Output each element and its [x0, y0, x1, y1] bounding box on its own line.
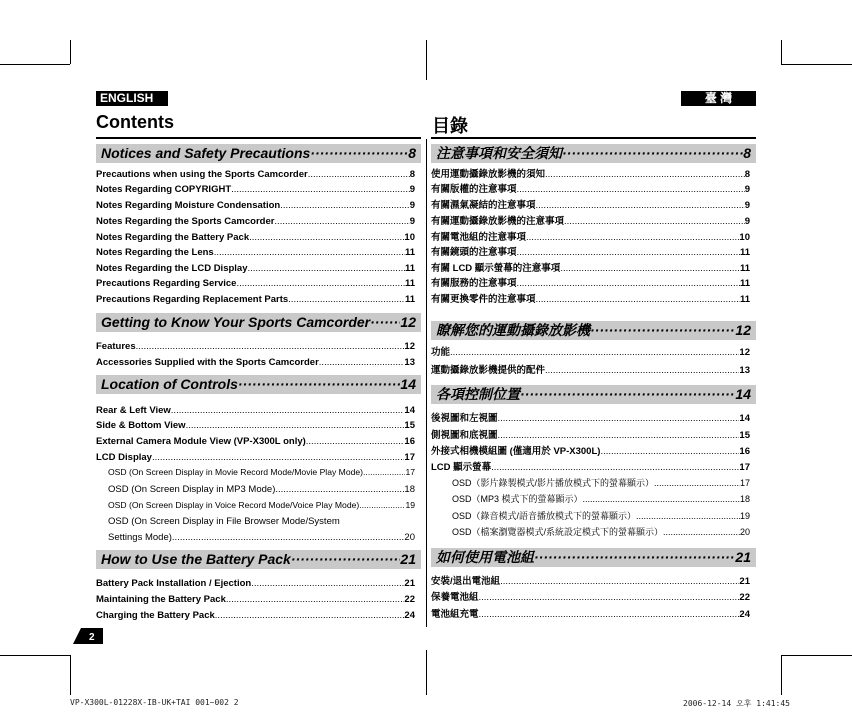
toc-entry[interactable]: Notes Regarding the LCD Display ..... 11 — [96, 262, 415, 275]
crop-mark — [781, 40, 782, 64]
toc-section-header[interactable]: 瞭解您的運動攝錄放影機 ····· 12 — [431, 321, 756, 340]
crop-mark — [0, 655, 70, 656]
chinese-heading: 目錄 — [432, 116, 468, 136]
crop-mark — [781, 655, 852, 656]
toc-entry[interactable]: Notes Regarding the Sports Camcorder ..... 9 — [96, 215, 415, 228]
toc-entry[interactable]: Notes Regarding Moisture Condensation ..... 9 — [96, 199, 415, 212]
toc-section-header[interactable]: Location of Controls ····· 14 — [96, 375, 421, 394]
toc-entry[interactable]: Battery Pack Installation / Ejection ..... 21 — [96, 577, 415, 590]
toc-entry[interactable]: Side & Bottom View ..... 15 — [96, 419, 415, 432]
toc-subentry[interactable]: OSD（影片錄製模式/影片播放模式下的螢幕顯示） ..... 17 — [452, 477, 750, 490]
toc-entry[interactable]: Rear & Left View ..... 14 — [96, 404, 415, 417]
toc-entry[interactable]: Maintaining the Battery Pack ..... 22 — [96, 593, 415, 606]
toc-entry[interactable]: 有關濕氣凝結的注意事項 ..... 9 — [431, 199, 750, 212]
toc-entry[interactable]: Notes Regarding the Battery Pack ..... 10 — [96, 231, 415, 244]
english-heading: Contents — [96, 112, 174, 132]
toc-section-header[interactable]: Getting to Know Your Sports Camcorder ····· 12 — [96, 313, 421, 332]
column-divider — [426, 139, 427, 627]
toc-subentry[interactable]: OSD (On Screen Display in Movie Record Mode/Movie Play Mode) ..... 17 — [108, 466, 415, 479]
toc-section-header[interactable]: Notices and Safety Precautions ····· 8 — [96, 144, 421, 163]
toc-entry[interactable]: 使用運動攝錄放影機的須知 ..... 8 — [431, 168, 750, 181]
toc-entry[interactable]: 有關運動攝錄放影機的注意事項 ..... 9 — [431, 215, 750, 228]
toc-subentry[interactable]: OSD（錄音模式/語音播放模式下的螢幕顯示） ..... 19 — [452, 510, 750, 523]
toc-subentry[interactable]: OSD (On Screen Display in File Browser Mode/System — [108, 516, 340, 527]
toc-entry[interactable]: 運動攝錄放影機提供的配件 ..... 13 — [431, 364, 750, 377]
toc-entry[interactable]: 有關電池組的注意事項 ..... 10 — [431, 231, 750, 244]
toc-entry[interactable]: 有關 LCD 顯示螢幕的注意事項 ..... 11 — [431, 262, 750, 275]
toc-subentry[interactable]: Settings Mode) ..... 20 — [108, 531, 415, 544]
toc-subentry[interactable]: OSD（檔案瀏覽器模式/系統設定模式下的螢幕顯示） ..... 20 — [452, 526, 750, 539]
crop-mark — [70, 40, 71, 64]
toc-entry[interactable]: 側視圖和底視圖 ..... 15 — [431, 429, 750, 442]
toc-subentry[interactable]: OSD (On Screen Display in Voice Record Mode/Voice Play Mode) ..... 19 — [108, 499, 415, 512]
toc-entry[interactable]: LCD Display ..... 17 — [96, 451, 415, 464]
crop-mark — [70, 655, 71, 695]
toc-section-header[interactable]: 如何使用電池組 ····· 21 — [431, 548, 756, 567]
toc-entry[interactable]: 安裝/退出電池組 ..... 21 — [431, 575, 750, 588]
toc-entry[interactable]: Precautions when using the Sports Camcorder ..... 8 — [96, 168, 415, 181]
toc-section-header[interactable]: 各項控制位置 ····· 14 — [431, 385, 756, 404]
toc-entry[interactable]: Notes Regarding the Lens ..... 11 — [96, 246, 415, 259]
toc-entry[interactable]: 保養電池組 ..... 22 — [431, 591, 750, 604]
toc-section-header[interactable]: 注意事項和安全須知 ····· 8 — [431, 144, 756, 163]
toc-entry[interactable]: Features ..... 12 — [96, 340, 415, 353]
toc-entry[interactable]: External Camera Module View (VP-X300L only) ..... 16 — [96, 435, 415, 448]
crop-mark — [426, 40, 427, 80]
toc-entry[interactable]: Precautions Regarding Replacement Parts ..... 11 — [96, 293, 415, 306]
toc-entry[interactable]: 有關服務的注意事項 ..... 11 — [431, 277, 750, 290]
english-heading-rule — [96, 137, 421, 139]
toc-entry[interactable]: 有關鏡頭的注意事項 ..... 11 — [431, 246, 750, 259]
toc-entry[interactable]: 後視圖和左視圖 ..... 14 — [431, 412, 750, 425]
toc-entry[interactable]: Precautions Regarding Service ..... 11 — [96, 277, 415, 290]
toc-entry[interactable]: 有關版權的注意事項 ..... 9 — [431, 183, 750, 196]
english-label: ENGLISH — [96, 91, 168, 106]
taiwan-label: 臺 灣 — [681, 91, 756, 106]
page-number: 2 — [89, 632, 95, 643]
toc-entry[interactable]: Notes Regarding COPYRIGHT ..... 9 — [96, 183, 415, 196]
toc-entry[interactable]: 有關更換零件的注意事項 ..... 11 — [431, 293, 750, 306]
toc-subentry[interactable]: OSD（MP3 模式下的螢幕顯示） ..... 18 — [452, 493, 750, 506]
crop-mark — [426, 650, 427, 695]
print-slug-left: VP-X300L-01228X-IB-UK+TAI 001~002 2 — [70, 698, 239, 707]
toc-entry[interactable]: LCD 顯示螢幕 ..... 17 — [431, 461, 750, 474]
crop-mark — [0, 64, 70, 65]
toc-entry[interactable]: 外接式相機模組圖 (僅適用於 VP-X300L) ..... 16 — [431, 445, 750, 458]
toc-entry[interactable]: 電池組充電 ..... 24 — [431, 608, 750, 621]
chinese-heading-rule — [431, 137, 756, 139]
crop-mark — [781, 655, 782, 695]
crop-mark — [781, 64, 852, 65]
toc-section-header[interactable]: How to Use the Battery Pack ····· 21 — [96, 550, 421, 569]
toc-entry[interactable]: Charging the Battery Pack ..... 24 — [96, 609, 415, 622]
page-number-badge — [73, 628, 103, 644]
toc-entry[interactable]: Accessories Supplied with the Sports Camcorder ..... 13 — [96, 356, 415, 369]
print-slug-right: 2006-12-14 오후 1:41:45 — [683, 699, 790, 708]
toc-subentry[interactable]: OSD (On Screen Display in MP3 Mode) ..... 18 — [108, 483, 415, 496]
toc-entry[interactable]: 功能 ..... 12 — [431, 346, 750, 359]
